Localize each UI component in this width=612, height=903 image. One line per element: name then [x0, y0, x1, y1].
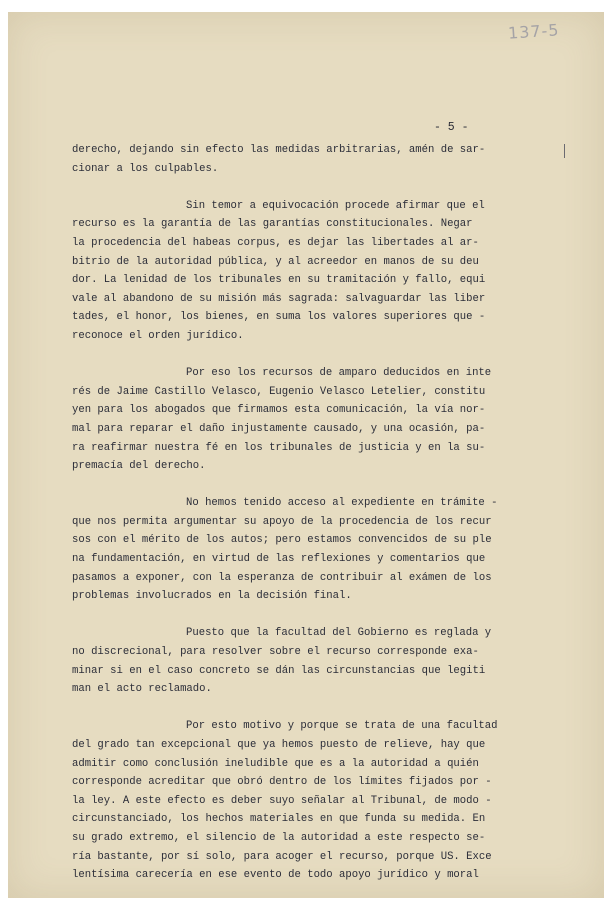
paragraph [72, 197, 547, 346]
text-line: cionar a los culpables. [72, 162, 219, 175]
page-number: - 5 - [434, 121, 469, 134]
margin-mark [564, 144, 565, 158]
text-line: man el acto reclamado. [72, 683, 212, 696]
text-line: Puesto que la facultad del Gobierno es reglada y [186, 627, 492, 640]
paragraph [72, 141, 547, 178]
document-body [72, 141, 547, 903]
text-line: minar si en el caso concreto se dán las circunstancias que legiti [72, 664, 486, 677]
text-line: la procedencia del habeas corpus, es dejar las libertades al ar- [72, 236, 479, 249]
text-line: del grado tan excepcional que ya hemos puesto de relieve, hay que [72, 739, 486, 751]
text-line: No hemos tenido acceso al expediente en trámite - [186, 497, 498, 510]
text-line: corresponde acreditar que obró dentro de los límites fijados por - [72, 776, 492, 789]
text-line: problemas involucrados en la decisión final. [72, 590, 352, 603]
text-line: la ley. A este efecto es deber suyo señalar al Tribunal, de modo - [72, 794, 492, 807]
text-line: vale al abandono de su misión más sagrada: salvaguardar las liber [72, 292, 486, 305]
text-line: pasamos a exponer, con la esperanza de contribuir al exámen de los [72, 571, 492, 584]
text-line: ra reafirmar nuestra fé en los tribunales de justicia y en la su- [72, 441, 486, 454]
text-line: yen para los abogados que firmamos esta comunicación, la vía nor- [72, 404, 486, 417]
text-line: Por esto motivo y porque se trata de una facultad [186, 720, 498, 733]
text-line: reconoce el orden jurídico. [72, 329, 244, 342]
text-line: su grado extremo, el silencio de la autoridad a este respecto se- [72, 831, 486, 844]
text-line: dor. La lenidad de los tribunales en su tramitación y fallo, equi [72, 274, 486, 287]
text-line: no discrecional, para resolver sobre el recurso corresponde exa- [72, 646, 479, 659]
text-line: na fundamentación, en virtud de las reflexiones y comentarios que [72, 553, 486, 566]
paragraph [72, 494, 547, 606]
text-line: lentísima carecería en ese evento de todo apoyo jurídico y moral [72, 869, 479, 882]
text-line: recurso es la garantía de las garantías constitucionales. Negar [72, 218, 473, 231]
text-line: sos con el mérito de los autos; pero estamos convencidos de su ple [72, 534, 492, 547]
text-line: Sin temor a equivocación procede afirmar que el [186, 199, 485, 212]
text-line: premacía del derecho. [72, 460, 206, 473]
text-line: admitir como conclusión ineludible que es a la autoridad a quién [72, 757, 479, 770]
text-line: tades, el honor, los bienes, en suma los valores superiores que - [72, 311, 486, 324]
text-line: ría bastante, por sí solo, para acoger el recurso, porque US. Exce [72, 850, 492, 863]
text-line: derecho, dejando sin efecto las medidas arbitrarias, amén de sar- [72, 144, 486, 156]
text-line: Por eso los recursos de amparo deducidos en inte [186, 367, 492, 380]
paragraph [72, 624, 547, 698]
text-line: bitrio de la autoridad pública, y al acreedor en manos de su deu [72, 255, 479, 268]
text-line: que nos permita argumentar su apoyo de la procedencia de los recur [72, 515, 492, 528]
paragraph [72, 364, 547, 476]
text-line: circunstanciado, los hechos materiales en que funda su medida. En [72, 813, 486, 826]
paragraph [72, 717, 547, 884]
archive-stamp: 137-5 [507, 20, 561, 43]
text-line: rés de Jaime Castillo Velasco, Eugenio Velasco Letelier, constitu [72, 385, 486, 398]
text-line: mal para reparar el daño injustamente causado, y una ocasión, pa- [72, 422, 486, 435]
